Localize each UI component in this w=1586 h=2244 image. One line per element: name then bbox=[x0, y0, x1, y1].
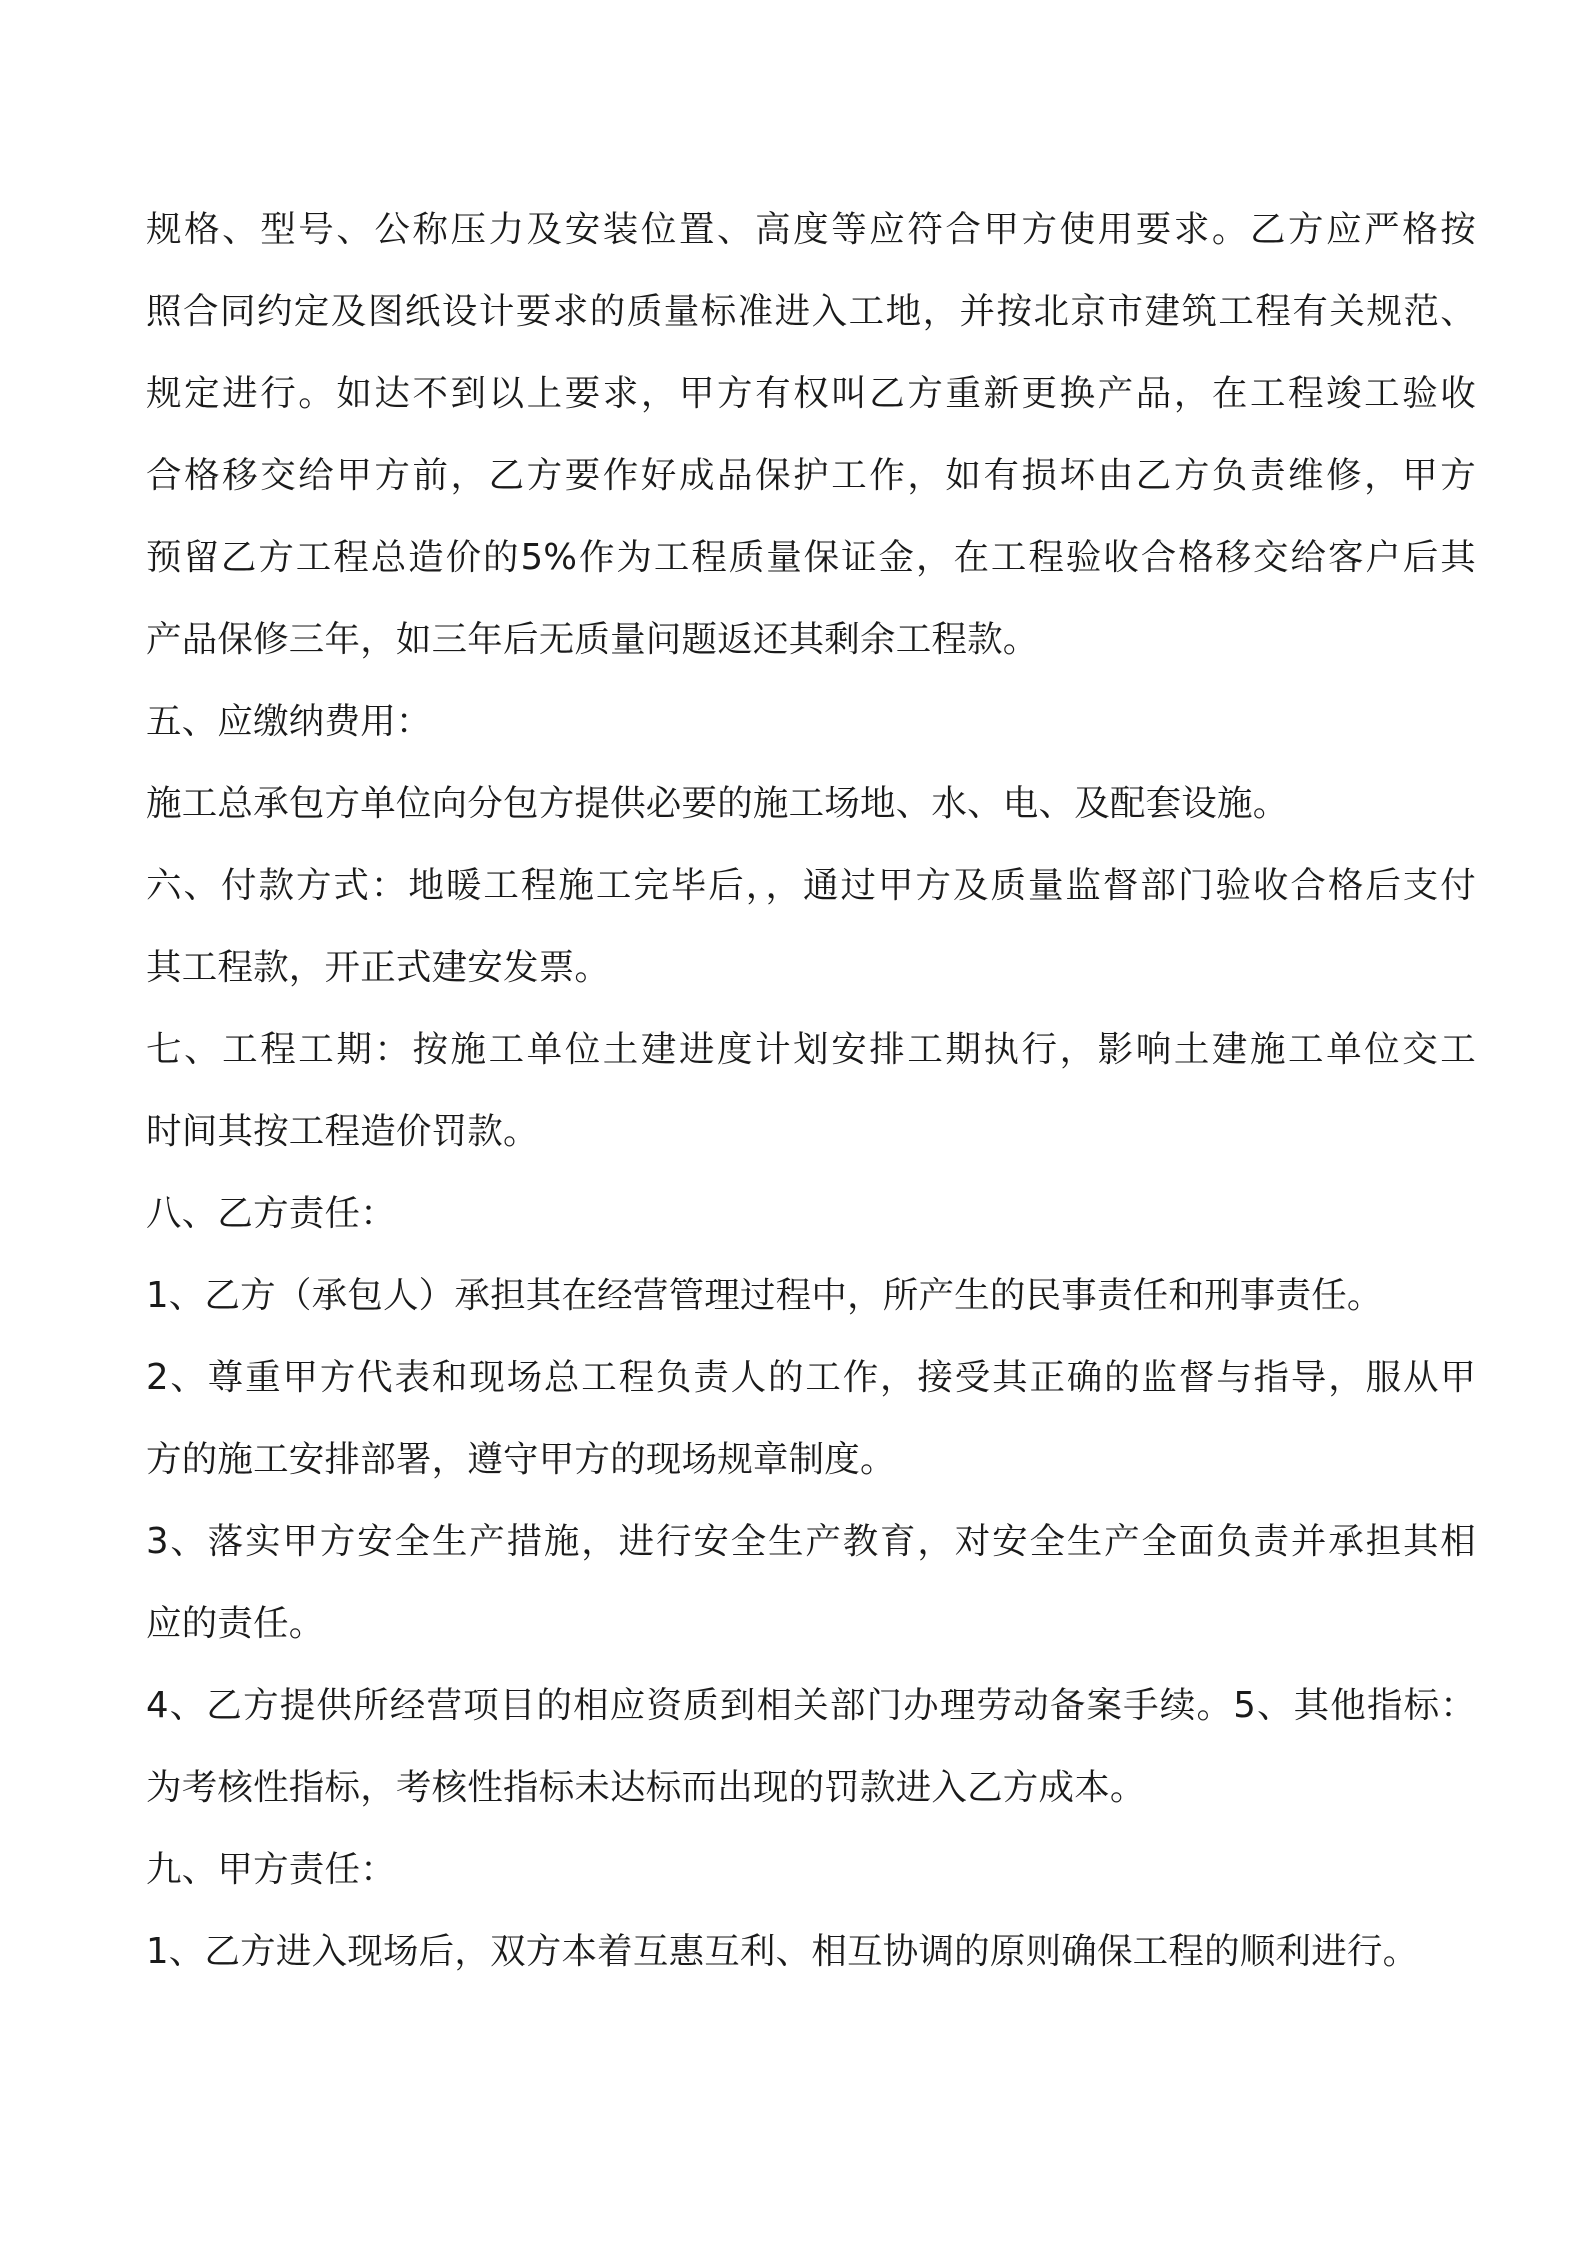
section-heading: 五、应缴纳费用： bbox=[146, 701, 432, 742]
list-item: 1、乙方（承包人）承担其在经营管理过程中，所产生的民事责任和刑事责任。 bbox=[146, 1275, 1383, 1316]
text-line: 应的责任。 bbox=[146, 1603, 325, 1644]
text-line: 其工程款，开正式建安发票。 bbox=[146, 947, 611, 988]
section-heading: 七、工程工期：按施工单位土建进度计划安排工期执行，影响土建施工单位交工 bbox=[146, 1029, 1476, 1070]
text-line: 规定进行。如达不到以上要求，甲方有权叫乙方重新更换产品，在工程竣工验收 bbox=[146, 373, 1476, 414]
section-heading: 六、付款方式：地暖工程施工完毕后，，通过甲方及质量监督部门验收合格后支付 bbox=[146, 865, 1476, 906]
text-line: 施工总承包方单位向分包方提供必要的施工场地、水、电、及配套设施。 bbox=[146, 783, 1289, 824]
section-heading: 九、甲方责任： bbox=[146, 1849, 396, 1890]
text-line: 规格、型号、公称压力及安装位置、高度等应符合甲方使用要求。乙方应严格按 bbox=[146, 209, 1476, 250]
text-line: 照合同约定及图纸设计要求的质量标准进入工地，并按北京市建筑工程有关规范、 bbox=[146, 291, 1476, 332]
list-item: 4、乙方提供所经营项目的相应资质到相关部门办理劳动备案手续。5、其他指标： bbox=[146, 1685, 1476, 1726]
text-line: 时间其按工程造价罚款。 bbox=[146, 1111, 539, 1152]
text-line: 预留乙方工程总造价的5%作为工程质量保证金，在工程验收合格移交给客户后其 bbox=[146, 537, 1476, 578]
section-heading: 八、乙方责任： bbox=[146, 1193, 396, 1234]
text-line: 合格移交给甲方前，乙方要作好成品保护工作，如有损坏由乙方负责维修，甲方 bbox=[146, 455, 1476, 496]
text-line: 方的施工安排部署，遵守甲方的现场规章制度。 bbox=[146, 1439, 896, 1480]
text-line: 产品保修三年，如三年后无质量问题返还其剩余工程款。 bbox=[146, 619, 1039, 660]
list-item: 3、落实甲方安全生产措施，进行安全生产教育，对安全生产全面负责并承担其相 bbox=[146, 1521, 1476, 1562]
text-line: 为考核性指标，考核性指标未达标而出现的罚款进入乙方成本。 bbox=[146, 1767, 1146, 1808]
list-item: 1、乙方进入现场后，双方本着互惠互利、相互协调的原则确保工程的顺利进行。 bbox=[146, 1931, 1419, 1972]
list-item: 2、尊重甲方代表和现场总工程负责人的工作，接受其正确的监督与指导，服从甲 bbox=[146, 1357, 1476, 1398]
